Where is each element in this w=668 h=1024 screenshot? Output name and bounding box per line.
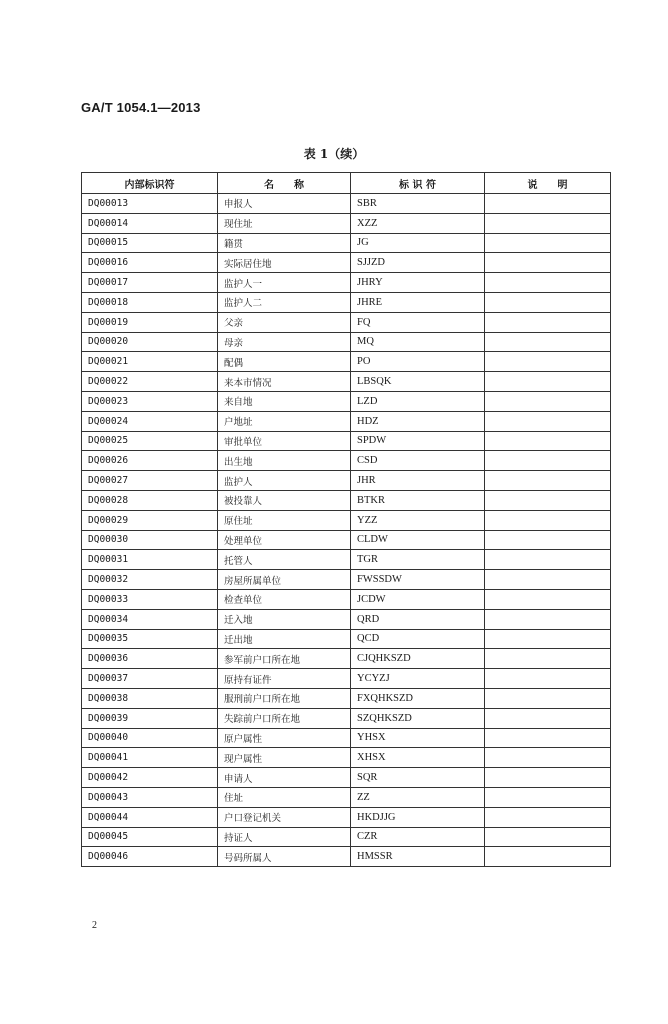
table-row <box>82 688 611 708</box>
identifier-cell: JCDW <box>351 589 485 609</box>
name-cell: 房屋所属单位 <box>218 570 351 590</box>
description-cell <box>485 550 611 570</box>
internal-id-cell: DQ00031 <box>82 550 218 570</box>
name-cell: 出生地 <box>218 451 351 471</box>
description-cell <box>485 708 611 728</box>
table-row <box>82 589 611 609</box>
internal-id-cell: DQ00020 <box>82 332 218 352</box>
identifier-cell: QCD <box>351 629 485 649</box>
internal-id-cell: DQ00016 <box>82 253 218 273</box>
table-row <box>82 530 611 550</box>
identifier-cell: QRD <box>351 609 485 629</box>
name-cell: 籍贯 <box>218 233 351 253</box>
internal-id-cell: DQ00023 <box>82 391 218 411</box>
column-header-name: 名 称 <box>218 173 351 194</box>
name-cell: 原户属性 <box>218 728 351 748</box>
name-cell: 监护人一 <box>218 273 351 293</box>
table-row <box>82 807 611 827</box>
name-cell: 现住址 <box>218 213 351 233</box>
description-cell <box>485 451 611 471</box>
internal-id-cell: DQ00036 <box>82 649 218 669</box>
description-cell <box>485 629 611 649</box>
internal-id-cell: DQ00039 <box>82 708 218 728</box>
identifier-cell: BTKR <box>351 490 485 510</box>
name-cell: 监护人二 <box>218 292 351 312</box>
internal-id-cell: DQ00021 <box>82 352 218 372</box>
description-cell <box>485 787 611 807</box>
name-cell: 户地址 <box>218 411 351 431</box>
name-cell: 申请人 <box>218 768 351 788</box>
name-cell: 参军前户口所在地 <box>218 649 351 669</box>
internal-id-cell: DQ00018 <box>82 292 218 312</box>
description-cell <box>485 273 611 293</box>
internal-id-cell: DQ00028 <box>82 490 218 510</box>
internal-id-cell: DQ00044 <box>82 807 218 827</box>
table-row <box>82 312 611 332</box>
identifier-cell: FQ <box>351 312 485 332</box>
internal-id-cell: DQ00032 <box>82 570 218 590</box>
description-cell <box>485 372 611 392</box>
internal-id-cell: DQ00017 <box>82 273 218 293</box>
identifier-cell: JHRE <box>351 292 485 312</box>
column-header-internal-id: 内部标识符 <box>82 173 218 194</box>
table-row <box>82 570 611 590</box>
column-header-identifier: 标 识 符 <box>351 173 485 194</box>
table-row <box>82 748 611 768</box>
name-cell: 监护人 <box>218 471 351 491</box>
identifier-cell: ZZ <box>351 787 485 807</box>
internal-id-cell: DQ00033 <box>82 589 218 609</box>
internal-id-cell: DQ00025 <box>82 431 218 451</box>
internal-id-cell: DQ00035 <box>82 629 218 649</box>
table-caption: 表 1（续） <box>303 147 365 161</box>
table-row <box>82 471 611 491</box>
name-cell: 现户属性 <box>218 748 351 768</box>
description-cell <box>485 669 611 689</box>
table-row <box>82 451 611 471</box>
internal-id-cell: DQ00015 <box>82 233 218 253</box>
data-element-table <box>81 172 611 867</box>
name-cell: 检查单位 <box>218 589 351 609</box>
table-row <box>82 787 611 807</box>
name-cell: 迁出地 <box>218 629 351 649</box>
table-row <box>82 708 611 728</box>
description-cell <box>485 332 611 352</box>
identifier-cell: YZZ <box>351 510 485 530</box>
identifier-cell: FWSSDW <box>351 570 485 590</box>
internal-id-cell: DQ00029 <box>82 510 218 530</box>
internal-id-cell: DQ00045 <box>82 827 218 847</box>
name-cell: 原住址 <box>218 510 351 530</box>
internal-id-cell: DQ00027 <box>82 471 218 491</box>
identifier-cell: SJJZD <box>351 253 485 273</box>
table-row <box>82 431 611 451</box>
description-cell <box>485 570 611 590</box>
internal-id-cell: DQ00042 <box>82 768 218 788</box>
table-row <box>82 273 611 293</box>
description-cell <box>485 213 611 233</box>
internal-id-cell: DQ00022 <box>82 372 218 392</box>
description-cell <box>485 253 611 273</box>
internal-id-cell: DQ00046 <box>82 847 218 867</box>
table-row <box>82 490 611 510</box>
description-cell <box>485 411 611 431</box>
description-cell <box>485 391 611 411</box>
identifier-cell: SZQHKSZD <box>351 708 485 728</box>
internal-id-cell: DQ00026 <box>82 451 218 471</box>
description-cell <box>485 312 611 332</box>
table-row <box>82 411 611 431</box>
table-row <box>82 768 611 788</box>
identifier-cell: YCYZJ <box>351 669 485 689</box>
name-cell: 户口登记机关 <box>218 807 351 827</box>
identifier-cell: HKDJJG <box>351 807 485 827</box>
identifier-cell: PO <box>351 352 485 372</box>
table-row <box>82 609 611 629</box>
identifier-cell: JHRY <box>351 273 485 293</box>
table-row <box>82 550 611 570</box>
column-header-description: 说 明 <box>485 173 611 194</box>
identifier-cell: CLDW <box>351 530 485 550</box>
table-row <box>82 728 611 748</box>
table-row <box>82 649 611 669</box>
internal-id-cell: DQ00040 <box>82 728 218 748</box>
description-cell <box>485 530 611 550</box>
table-row <box>82 372 611 392</box>
description-cell <box>485 768 611 788</box>
internal-id-cell: DQ00019 <box>82 312 218 332</box>
identifier-cell: LZD <box>351 391 485 411</box>
internal-id-cell: DQ00043 <box>82 787 218 807</box>
name-cell: 配偶 <box>218 352 351 372</box>
table-row <box>82 669 611 689</box>
identifier-cell: JG <box>351 233 485 253</box>
identifier-cell: SBR <box>351 194 485 214</box>
description-cell <box>485 589 611 609</box>
name-cell: 持证人 <box>218 827 351 847</box>
table-row <box>82 629 611 649</box>
description-cell <box>485 233 611 253</box>
standard-number: GA/T 1054.1—2013 <box>81 100 201 115</box>
identifier-cell: LBSQK <box>351 372 485 392</box>
internal-id-cell: DQ00013 <box>82 194 218 214</box>
identifier-cell: CZR <box>351 827 485 847</box>
identifier-cell: CJQHKSZD <box>351 649 485 669</box>
description-cell <box>485 688 611 708</box>
identifier-cell: HMSSR <box>351 847 485 867</box>
description-cell <box>485 471 611 491</box>
name-cell: 申报人 <box>218 194 351 214</box>
table-row <box>82 510 611 530</box>
name-cell: 父亲 <box>218 312 351 332</box>
name-cell: 处理单位 <box>218 530 351 550</box>
name-cell: 原持有证件 <box>218 669 351 689</box>
table-row <box>82 253 611 273</box>
name-cell: 审批单位 <box>218 431 351 451</box>
identifier-cell: YHSX <box>351 728 485 748</box>
description-cell <box>485 807 611 827</box>
table-row <box>82 292 611 312</box>
internal-id-cell: DQ00034 <box>82 609 218 629</box>
identifier-cell: HDZ <box>351 411 485 431</box>
description-cell <box>485 609 611 629</box>
table-row <box>82 391 611 411</box>
description-cell <box>485 352 611 372</box>
internal-id-cell: DQ00030 <box>82 530 218 550</box>
name-cell: 住址 <box>218 787 351 807</box>
table-row <box>82 352 611 372</box>
table-row <box>82 233 611 253</box>
table-header-row <box>82 173 611 194</box>
description-cell <box>485 194 611 214</box>
identifier-cell: SQR <box>351 768 485 788</box>
description-cell <box>485 292 611 312</box>
identifier-cell: FXQHKSZD <box>351 688 485 708</box>
description-cell <box>485 510 611 530</box>
table-row <box>82 332 611 352</box>
name-cell: 迁入地 <box>218 609 351 629</box>
table-row <box>82 213 611 233</box>
description-cell <box>485 827 611 847</box>
name-cell: 来自地 <box>218 391 351 411</box>
description-cell <box>485 748 611 768</box>
identifier-cell: MQ <box>351 332 485 352</box>
description-cell <box>485 728 611 748</box>
identifier-cell: JHR <box>351 471 485 491</box>
internal-id-cell: DQ00038 <box>82 688 218 708</box>
name-cell: 母亲 <box>218 332 351 352</box>
name-cell: 被投靠人 <box>218 490 351 510</box>
table-row <box>82 847 611 867</box>
identifier-cell: SPDW <box>351 431 485 451</box>
name-cell: 来本市情况 <box>218 372 351 392</box>
page-number: 2 <box>92 920 97 931</box>
description-cell <box>485 847 611 867</box>
name-cell: 失踪前户口所在地 <box>218 708 351 728</box>
internal-id-cell: DQ00024 <box>82 411 218 431</box>
table-row <box>82 194 611 214</box>
identifier-cell: TGR <box>351 550 485 570</box>
name-cell: 托管人 <box>218 550 351 570</box>
identifier-cell: CSD <box>351 451 485 471</box>
internal-id-cell: DQ00041 <box>82 748 218 768</box>
description-cell <box>485 649 611 669</box>
name-cell: 服刑前户口所在地 <box>218 688 351 708</box>
table-row <box>82 827 611 847</box>
identifier-cell: XZZ <box>351 213 485 233</box>
description-cell <box>485 490 611 510</box>
name-cell: 号码所属人 <box>218 847 351 867</box>
name-cell: 实际居住地 <box>218 253 351 273</box>
identifier-cell: XHSX <box>351 748 485 768</box>
internal-id-cell: DQ00037 <box>82 669 218 689</box>
internal-id-cell: DQ00014 <box>82 213 218 233</box>
description-cell <box>485 431 611 451</box>
